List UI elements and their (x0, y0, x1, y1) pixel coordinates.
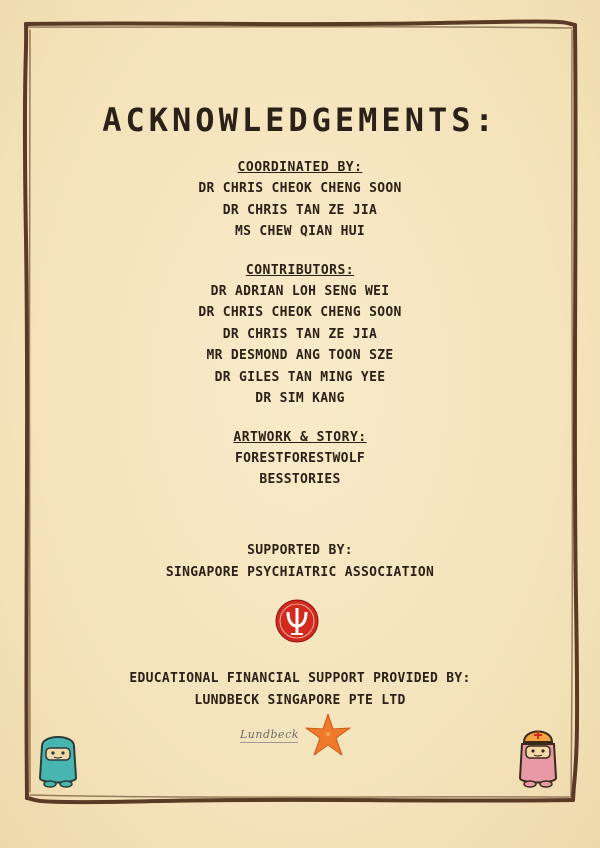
lundbeck-wordmark: Lundbeck (240, 728, 299, 741)
pink-nurse-mascot-icon (514, 726, 562, 790)
contributor-name: DR CHRIS CHEOK CHENG SOON (198, 305, 402, 320)
contributor-name: DR SIM KANG (255, 391, 345, 406)
teal-mascot-icon (34, 728, 82, 790)
contributor-name: MR DESMOND ANG TOON SZE (206, 348, 394, 363)
artist-name: BESSTORIES (259, 472, 341, 487)
coordinator-name: DR CHRIS CHEOK CHENG SOON (198, 181, 402, 196)
artist-name: FORESTFORESTWOLF (234, 450, 366, 466)
financial-org: LUNDBECK SINGAPORE PTE LTD (194, 692, 406, 708)
contributors-section (30, 261, 570, 410)
supported-section (30, 540, 570, 583)
contributor-name: DR GILES TAN MING YEE (214, 369, 386, 385)
acknowledgements-content (30, 100, 570, 509)
financial-section (30, 668, 570, 711)
supporter-org: SINGAPORE PSYCHIATRIC ASSOCIATION (165, 564, 435, 580)
artwork-heading: ARTWORK & STORY: (233, 429, 367, 445)
coordinator-name: DR CHRIS TAN ZE JIA (222, 202, 378, 218)
supported-heading: SUPPORTED BY: (247, 543, 353, 558)
coordinator-name: MS CHEW QIAN HUI (234, 224, 366, 239)
coordinated-heading: COORDINATED BY: (237, 160, 363, 175)
contributor-name: DR CHRIS TAN ZE JIA (222, 326, 378, 342)
contributors-heading: CONTRIBUTORS: (245, 262, 355, 278)
spa-psi-logo-icon (274, 598, 320, 644)
lundbeck-underline (240, 742, 298, 743)
financial-heading: EDUCATIONAL FINANCIAL SUPPORT PROVIDED BY: (129, 671, 471, 686)
artwork-section (30, 428, 570, 491)
page-title: ACKNOWLEDGEMENTS: (102, 101, 498, 139)
coordinated-section (30, 158, 570, 243)
starfish-icon (304, 712, 352, 758)
contributor-name: DR ADRIAN LOH SENG WEI (210, 283, 390, 299)
